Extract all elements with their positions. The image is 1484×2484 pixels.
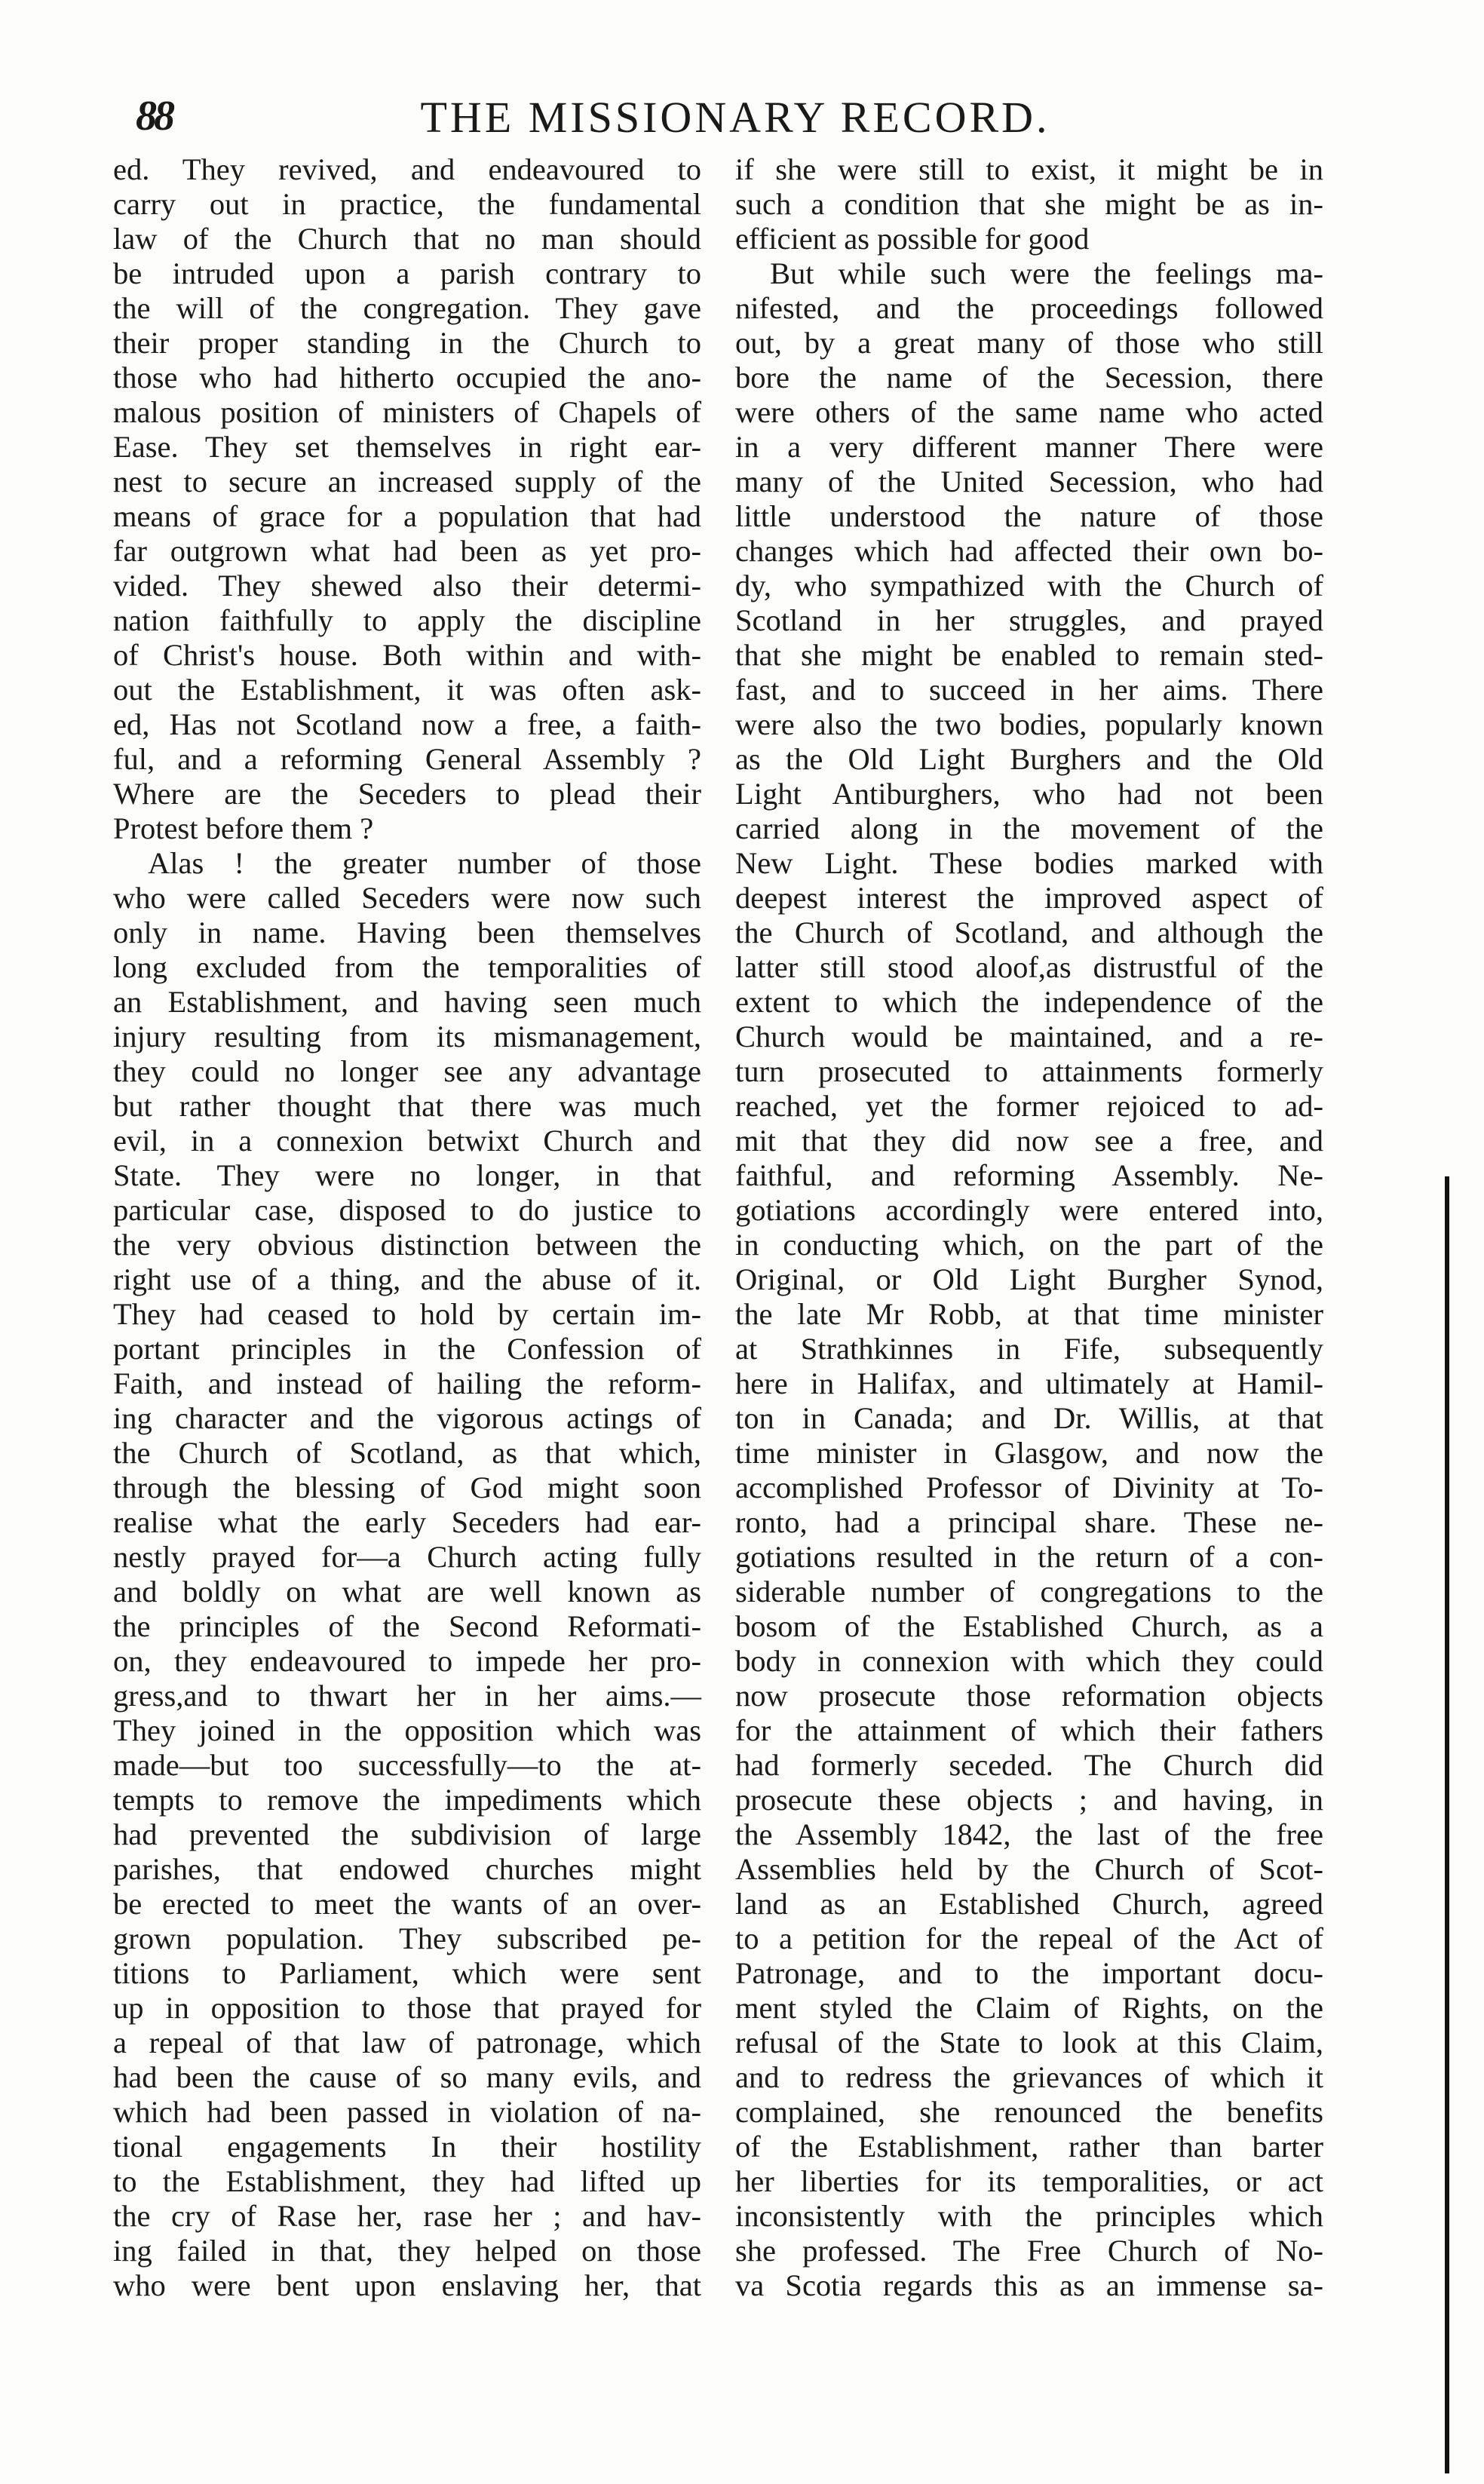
text-line: nest to secure an increased supply of the bbox=[113, 465, 701, 498]
text-line: malous position of ministers of Chapels of bbox=[113, 395, 701, 429]
text-line: va Scotia regards this as an immense sa- bbox=[735, 2268, 1323, 2302]
text-line: tempts to remove the impediments which bbox=[113, 1783, 701, 1817]
text-line: little understood the nature of those bbox=[735, 499, 1323, 533]
text-line: as the Old Light Burghers and the Old bbox=[735, 742, 1323, 776]
text-line: at Strathkinnes in Fife, subsequently bbox=[735, 1332, 1323, 1366]
text-line: particular case, disposed to do justice to bbox=[113, 1193, 701, 1227]
text-line: which had been passed in violation of na- bbox=[113, 2095, 701, 2129]
text-line: far outgrown what had been as yet pro- bbox=[113, 534, 701, 568]
text-line: long excluded from the temporalities of bbox=[113, 950, 701, 984]
text-line: refusal of the State to look at this Claim, bbox=[735, 2026, 1323, 2059]
text-line: those who had hitherto occupied the ano- bbox=[113, 360, 701, 394]
text-line: vided. They shewed also their determi- bbox=[113, 569, 701, 603]
text-line: accomplished Professor of Divinity at To- bbox=[735, 1470, 1323, 1504]
text-line: carry out in practice, the fundamental bbox=[113, 187, 701, 221]
text-line: an Establishment, and having seen much bbox=[113, 985, 701, 1019]
text-line: the will of the congregation. They gave bbox=[113, 291, 701, 325]
text-line: State. They were no longer, in that bbox=[113, 1158, 701, 1192]
text-line: Original, or Old Light Burgher Synod, bbox=[735, 1262, 1323, 1296]
text-line: that she might be enabled to remain sted- bbox=[735, 638, 1323, 672]
text-line: fast, and to succeed in her aims. There bbox=[735, 673, 1323, 707]
text-line: complained, she renounced the benefits bbox=[735, 2095, 1323, 2129]
text-line: deepest interest the improved aspect of bbox=[735, 881, 1323, 915]
text-line: carried along in the movement of the bbox=[735, 811, 1323, 845]
text-line: Scotland in her struggles, and prayed bbox=[735, 603, 1323, 637]
text-line: dy, who sympathized with the Church of bbox=[735, 569, 1323, 603]
text-line: of Christ's house. Both within and with- bbox=[113, 638, 701, 672]
text-line: Ease. They set themselves in right ear- bbox=[113, 430, 701, 464]
text-line: they could no longer see any advantage bbox=[113, 1054, 701, 1088]
text-line: Alas ! the greater number of those bbox=[148, 846, 701, 880]
text-line: up in opposition to those that prayed for bbox=[113, 1991, 701, 2025]
text-line: turn prosecuted to attainments formerly bbox=[735, 1054, 1323, 1088]
text-line: They joined in the opposition which was bbox=[113, 1713, 701, 1747]
right-column bbox=[735, 152, 1323, 2303]
text-line: right use of a thing, and the abuse of it. bbox=[113, 1262, 701, 1296]
text-line: were also the two bodies, popularly known bbox=[735, 707, 1323, 741]
text-line: grown population. They subscribed pe- bbox=[113, 1921, 701, 1955]
text-line: ful, and a reforming General Assembly ? bbox=[113, 742, 701, 776]
text-line: their proper standing in the Church to bbox=[113, 326, 701, 360]
text-line: bosom of the Established Church, as a bbox=[735, 1609, 1323, 1643]
text-line: Where are the Seceders to plead their bbox=[113, 777, 701, 811]
text-line: tional engagements In their hostility bbox=[113, 2130, 701, 2164]
text-line: nestly prayed for—a Church acting fully bbox=[113, 1540, 701, 1574]
text-line: ronto, had a principal share. These ne- bbox=[735, 1505, 1323, 1539]
text-line: had prevented the subdivision of large bbox=[113, 1817, 701, 1851]
text-line: ing failed in that, they helped on those bbox=[113, 2234, 701, 2268]
text-line: only in name. Having been themselves bbox=[113, 915, 701, 949]
text-line: had formerly seceded. The Church did bbox=[735, 1748, 1323, 1782]
text-line: land as an Established Church, agreed bbox=[735, 1887, 1323, 1921]
text-line: means of grace for a population that had bbox=[113, 499, 701, 533]
text-line: in conducting which, on the part of the bbox=[735, 1228, 1323, 1262]
text-line: Faith, and instead of hailing the reform- bbox=[113, 1366, 701, 1400]
running-title: THE MISSIONARY RECORD. bbox=[420, 93, 1050, 142]
text-line: through the blessing of God might soon bbox=[113, 1470, 701, 1504]
text-line: many of the United Secession, who had bbox=[735, 465, 1323, 498]
text-line: gress,and to thwart her in her aims.— bbox=[113, 1679, 701, 1713]
text-line: in a very different manner There were bbox=[735, 430, 1323, 464]
text-line: inconsistently with the principles which bbox=[735, 2199, 1323, 2233]
text-line: evil, in a connexion betwixt Church and bbox=[113, 1124, 701, 1158]
text-line: made—but too successfully—to the at- bbox=[113, 1748, 701, 1782]
text-line: the late Mr Robb, at that time minister bbox=[735, 1297, 1323, 1331]
text-line: changes which had affected their own bo- bbox=[735, 534, 1323, 568]
page-number: 88 bbox=[136, 93, 172, 140]
text-line: to a petition for the repeal of the Act of bbox=[735, 1921, 1323, 1955]
text-line: titions to Parliament, which were sent bbox=[113, 1956, 701, 1990]
text-line: ed, Has not Scotland now a free, a faith- bbox=[113, 707, 701, 741]
text-line: were others of the same name who acted bbox=[735, 395, 1323, 429]
text-line: prosecute these objects ; and having, in bbox=[735, 1783, 1323, 1817]
text-line: be intruded upon a parish contrary to bbox=[113, 256, 701, 290]
text-line: law of the Church that no man should bbox=[113, 222, 701, 256]
text-line: here in Halifax, and ultimately at Hamil- bbox=[735, 1366, 1323, 1400]
text-line: faithful, and reforming Assembly. Ne- bbox=[735, 1158, 1323, 1192]
text-line: ton in Canada; and Dr. Willis, at that bbox=[735, 1401, 1323, 1435]
text-line: who were bent upon enslaving her, that bbox=[113, 2268, 701, 2302]
text-line: if she were still to exist, it might be in bbox=[735, 152, 1323, 186]
page-header bbox=[113, 89, 1289, 149]
text-line: They had ceased to hold by certain im- bbox=[113, 1297, 701, 1331]
text-line: siderable number of congregations to the bbox=[735, 1575, 1323, 1608]
text-line: but rather thought that there was much bbox=[113, 1089, 701, 1123]
text-line: gotiations accordingly were entered into, bbox=[735, 1193, 1323, 1227]
text-line: injury resulting from its mismanagement, bbox=[113, 1020, 701, 1053]
text-line: to the Establishment, they had lifted up bbox=[113, 2164, 701, 2198]
text-line: had been the cause of so many evils, and bbox=[113, 2060, 701, 2094]
text-line: be erected to meet the wants of an over- bbox=[113, 1887, 701, 1921]
text-line: who were called Seceders were now such bbox=[113, 881, 701, 915]
text-line: the very obvious distinction between the bbox=[113, 1228, 701, 1262]
text-line: now prosecute those reformation objects bbox=[735, 1679, 1323, 1713]
text-line: ment styled the Claim of Rights, on the bbox=[735, 1991, 1323, 2025]
text-line: realise what the early Seceders had ear- bbox=[113, 1505, 701, 1539]
text-line: she professed. The Free Church of No- bbox=[735, 2234, 1323, 2268]
text-line: on, they endeavoured to impede her pro- bbox=[113, 1644, 701, 1678]
text-line: nation faithfully to apply the discipline bbox=[113, 603, 701, 637]
text-line: mit that they did now see a free, and bbox=[735, 1124, 1323, 1158]
text-line: out, by a great many of those who still bbox=[735, 326, 1323, 360]
text-line: a repeal of that law of patronage, which bbox=[113, 2026, 701, 2059]
text-line: out the Establishment, it was often ask- bbox=[113, 673, 701, 707]
left-column bbox=[113, 152, 701, 2303]
text-line: extent to which the independence of the bbox=[735, 985, 1323, 1019]
text-line: reached, yet the former rejoiced to ad- bbox=[735, 1089, 1323, 1123]
text-line: the Assembly 1842, the last of the free bbox=[735, 1817, 1323, 1851]
text-line: Protest before them ? bbox=[113, 811, 374, 845]
text-line: ed. They revived, and endeavoured to bbox=[113, 152, 701, 186]
text-line: Church would be maintained, and a re- bbox=[735, 1020, 1323, 1053]
text-line: efficient as possible for good bbox=[735, 222, 1090, 256]
page-edge-rule bbox=[1445, 1176, 1449, 2473]
text-line: nifested, and the proceedings followed bbox=[735, 291, 1323, 325]
text-line: But while such were the feelings ma- bbox=[770, 256, 1323, 290]
text-line: latter still stood aloof,as distrustful of the bbox=[735, 950, 1323, 984]
text-line: the Church of Scotland, and although the bbox=[735, 915, 1323, 949]
text-line: body in connexion with which they could bbox=[735, 1644, 1323, 1678]
text-line: parishes, that endowed churches might bbox=[113, 1852, 701, 1886]
text-line: time minister in Glasgow, and now the bbox=[735, 1436, 1323, 1470]
text-line: Light Antiburghers, who had not been bbox=[735, 777, 1323, 811]
text-line: her liberties for its temporalities, or act bbox=[735, 2164, 1323, 2198]
text-line: ing character and the vigorous actings of bbox=[113, 1401, 701, 1435]
text-line: the cry of Rase her, rase her ; and hav- bbox=[113, 2199, 701, 2233]
text-line: the principles of the Second Reformati- bbox=[113, 1609, 701, 1643]
text-line: New Light. These bodies marked with bbox=[735, 846, 1323, 880]
text-line: such a condition that she might be as in- bbox=[735, 187, 1323, 221]
text-line: for the attainment of which their fathers bbox=[735, 1713, 1323, 1747]
text-line: gotiations resulted in the return of a con- bbox=[735, 1540, 1323, 1574]
text-line: and to redress the grievances of which it bbox=[735, 2060, 1323, 2094]
text-line: of the Establishment, rather than barter bbox=[735, 2130, 1323, 2164]
text-line: Assemblies held by the Church of Scot- bbox=[735, 1852, 1323, 1886]
text-line: portant principles in the Confession of bbox=[113, 1332, 701, 1366]
text-line: the Church of Scotland, as that which, bbox=[113, 1436, 701, 1470]
text-line: bore the name of the Secession, there bbox=[735, 360, 1323, 394]
text-line: Patronage, and to the important docu- bbox=[735, 1956, 1323, 1990]
text-line: and boldly on what are well known as bbox=[113, 1575, 701, 1608]
